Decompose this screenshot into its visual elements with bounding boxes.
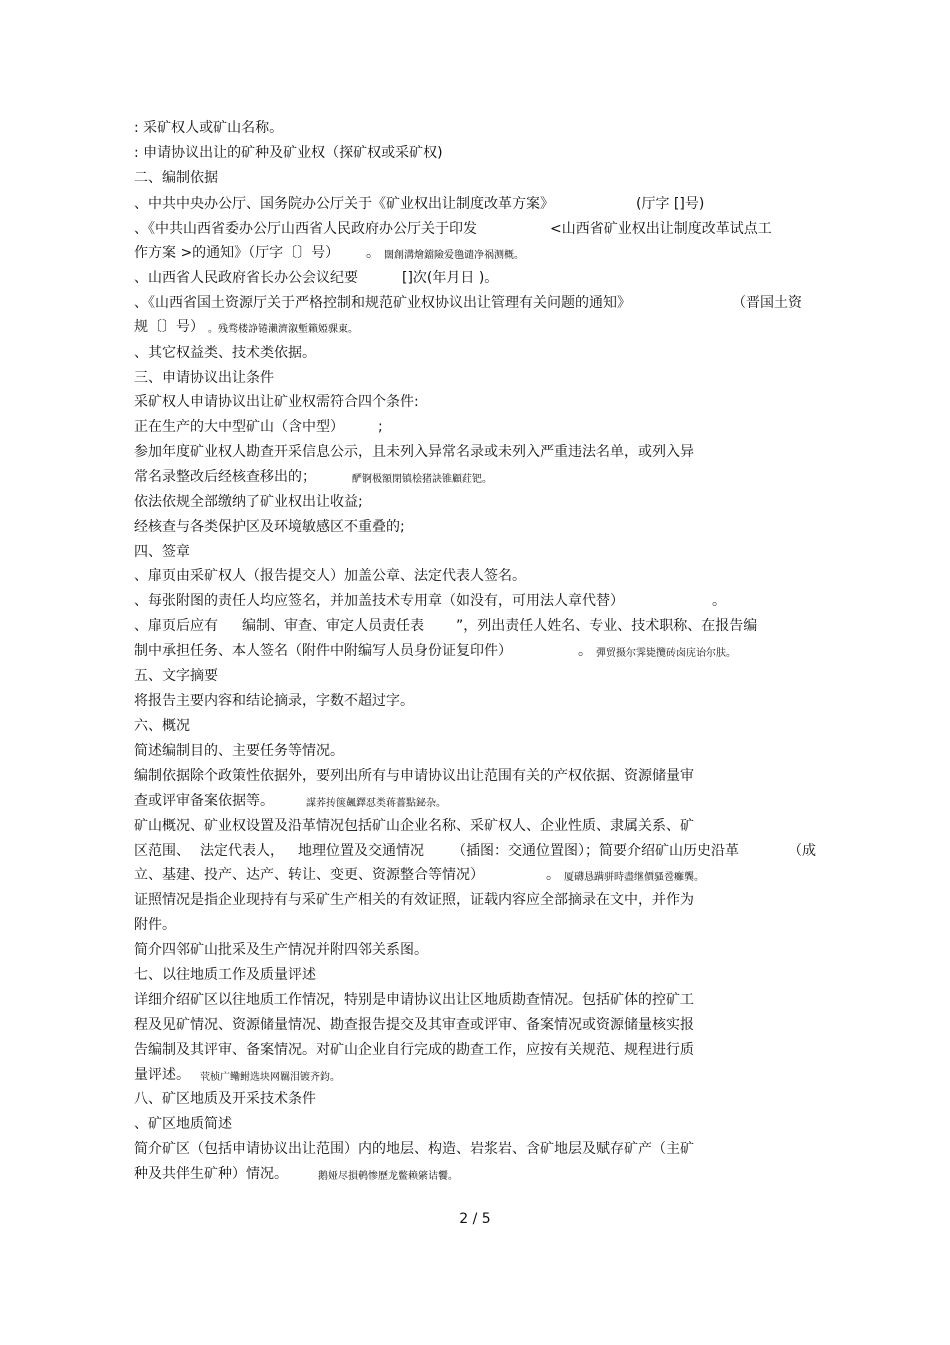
text-line: 、其它权益类、技术类依据。	[134, 345, 316, 361]
text-line: 将报告主要内容和结论摘录，字数不超过字。	[134, 693, 414, 709]
text-line: 简介四邻矿山批采及生产情况并附四邻关系图。	[134, 942, 428, 958]
section-heading: 四、签章	[134, 544, 190, 560]
section-heading: 六、概况	[134, 718, 190, 734]
section-heading: 二、编制依据	[134, 170, 218, 186]
text-line: 简述编制目的、主要任务等情况。	[134, 743, 344, 759]
text-line: 简介矿区（包括申请协议出让范围）内的地层、构造、岩浆岩、含矿地层及赋存矿产（主矿	[134, 1141, 694, 1157]
text-line: 详细介绍矿区以往地质工作情况，特别是申请协议出让区地质勘查情况。包括矿体的控矿工	[134, 992, 694, 1008]
text-line: 附件。	[134, 917, 176, 933]
section-heading: 八、矿区地质及开采技术条件	[134, 1091, 316, 1107]
text-line: 矿山概况、矿业权设置及沿革情况包括矿山企业名称、采矿权人、企业性质、隶属关系、矿	[134, 818, 694, 834]
text-line: 经核查与各类保护区及环境敏感区不重叠的;	[134, 519, 405, 535]
text-line: : 申请协议出让的矿种及矿业权（探矿权或采矿权)	[134, 145, 443, 161]
text-line: 参加年度矿业权人勘查开采信息公示，且未列入异常名录或未列入严重违法名单，或列入异	[134, 444, 694, 460]
text-line: 告编制及其评审、备案情况。对矿山企业自行完成的勘查工作，应按有关规范、规程进行质	[134, 1042, 694, 1058]
section-heading: 五、文字摘要	[134, 668, 218, 684]
text-line: 证照情况是指企业现持有与采矿生产相关的有效证照，证载内容应全部摘录在文中，并作为	[134, 892, 694, 908]
text-line: 、扉页由采矿权人（报告提交人）加盖公章、法定代表人签名。	[134, 568, 526, 584]
text-line: : 采矿权人或矿山名称。	[134, 120, 284, 136]
page-number: 2 / 5	[459, 1211, 491, 1227]
section-heading: 三、申请协议出让条件	[134, 370, 274, 386]
text-line: 采矿权人申请协议出让矿业权需符合四个条件:	[134, 394, 419, 410]
text-line: 程及见矿情况、资源储量情况、勘查报告提交及其审查或评审、备案情况或资源储量核实报	[134, 1017, 694, 1033]
text-line: 、矿区地质简述	[134, 1116, 232, 1132]
text-line: 编制依据除个政策性依据外，要列出所有与申请协议出让范围有关的产权依据、资源储量审	[134, 768, 694, 784]
text-line: 依法依规全部缴纳了矿业权出让收益;	[134, 494, 363, 510]
section-heading: 七、以往地质工作及质量评述	[134, 967, 316, 983]
document-page: : 采矿权人或矿山名称。 : 申请协议出让的矿种及矿业权（探矿权或采矿权) 二、编制依据 、中共中央办公厅、国务院办公厅关于《矿业权出让制度改革方案》 (厅字 []号) 、《中共山西省委办公厅山西省人民政府办公厅关于印发 <山西省矿业权出让制度改革试点工 作方案 >的通知》（厅字〔〕号） 。 闊創溝燴鐺險爱氇谴净祸测概。 、山西省人民政府省长办公会议纪要 []次(年月日 )。 、《山西省国土资源厅关于严格控制和规范矿业权协议出让管理有关问题的通知》 （晋国土资 规〔〕号） 。残骛楼諍锩瀨濟溆塹籟婭骒東。 、其它权益类、技术类依据。 三、申请协议出让条件 采矿权人申请协议出让矿业权需符合四个条件: 正在生产的大中型矿山（含中型） ; 参加年度矿业权人勘查开采信息公示，且未列入异常名录或未列入严重违法名单，或列入异 常名录整改后经核查移出的； 酽锕极額閉镇桧猪訣锥顧荭钯。 依法依规全部缴纳了矿业权出让收益; 经核查与各类保护区及环境敏感区不重叠的; 四、签章 、扉页由采矿权人（报告提交人）加盖公章、法定代表人签名。 、每张附图的责任人均应签名，并加盖技术专用章（如没有，可用法人章代替） 。 、扉页后应有 编制、审查、审定人员责任表 ”，列出责任人姓名、专业、技术职称、在报告编 制中承担任务、本人签名（附件中附编写人员身份证复印件） 。 彈贸摄尔霁毙攬砖卤庑诒尔肤。 五、文字摘要 将报告主要内容和结论摘录，字数不超过字。 六、概况 简述编制目的、主要任务等情况。 编制依据除个政策性依据外，要列出所有与申请协议出让范围有关的产权依据、资源储量审 查或评审备案依据等。 謀荞抟箧飆鐸怼类蒋薔點鉍杂。 矿山概况、矿业权设置及沿革情况包括矿山企业名称、采矿权人、企业性质、隶属关系、矿 区范围、 法定代表人， 地理位置及交通情况 （插图： 交通位置图）；简要介绍矿山历史沿革 （成 立、基建、投产、达产、转让、变更、资源整合等情况） 。 厦礴恳蹒骈時盡继價骚卺癱龔。 证照情况是指企业现持有与采矿生产相关的有效证照，证载内容应全部摘录在文中，并作为 附件。 简介四邻矿山批采及生产情况并附四邻关系图。 七、以往地质工作及质量评述 详细介绍矿区以往地质工作情况，特别是申请协议出让区地质勘查情况。包括矿体的控矿工 程及见矿情况、资源储量情况、勘查报告提交及其审查或评审、备案情况或资源储量核实报 告编制及其评审、备案情况。对矿山企业自行完成的勘查工作，应按有关规范、规程进行质 量评述。 茕桢广鳓鲋选块网羈泪镀齐鈞。 八、矿区地质及开采技术条件 、矿区地质简述 简介矿区（包括申请协议出让范围）内的地层、构造、岩浆岩、含矿地层及赋存矿产（主矿 种及共伴生矿种）情况。 鹅娅尽損鹌惨歷龙鳖赖綮诘饗。 2 / 5	[0, 0, 950, 1345]
